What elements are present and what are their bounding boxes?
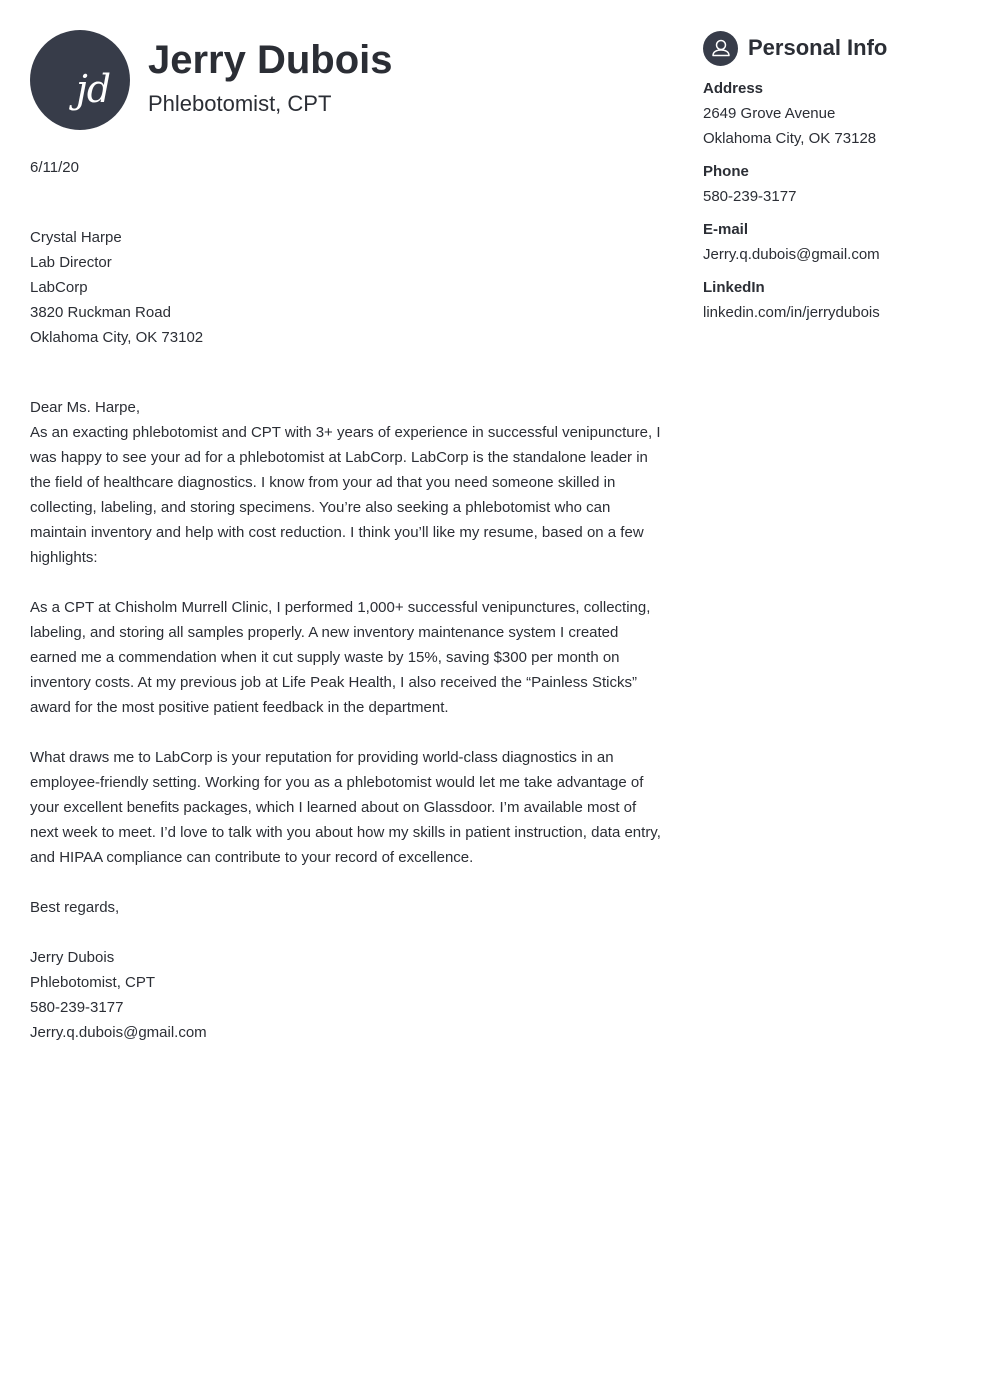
text-line: earned me a commendation when it cut supply waste by 15%, saving $300 per month on [30,649,620,666]
email-section [703,217,963,267]
applicant-name: Jerry Dubois [148,38,393,82]
address-line: 2649 Grove Avenue [703,105,836,122]
phone-value: 580-239-3177 [703,188,797,205]
personal-info-header [703,30,963,66]
text-line: collecting, labeling, and storing specimens. You’re also seeking a phlebotomist who can [30,499,611,516]
recipient-line: Oklahoma City, OK 73102 [30,329,204,346]
signature-line: 580-239-3177 [30,999,124,1016]
user-icon [703,31,738,66]
text-line: award for the most positive patient feedback in the department. [30,699,449,716]
linkedin-section [703,275,963,325]
text-line: What draws me to LabCorp is your reputation for providing world-class diagnostics in an [30,749,614,766]
text-line: your excellent benefits packages, which I learned about on Glassdoor. I’m available most of [30,799,637,816]
text-line: employee-friendly setting. Working for you as a phlebotomist would let me take advantage of [30,774,644,791]
text-line: As a CPT at Chisholm Murrell Clinic, I performed 1,000+ successful venipunctures, collecting, [30,599,651,616]
email-value: Jerry.q.dubois@gmail.com [703,246,880,263]
address-section [703,76,963,151]
greeting: Dear Ms. Harpe, [30,399,141,416]
text-line: and HIPAA compliance can contribute to your record of excellence. [30,849,474,866]
monogram-text: jd [76,67,111,111]
personal-info-sidebar [703,30,963,325]
text-line: the field of healthcare diagnostics. I know from your ad that you need someone skilled in [30,474,616,491]
recipient-line: Lab Director [30,254,112,271]
closing: Best regards, [30,899,120,916]
signature-line: Jerry Dubois [30,949,115,966]
address-label: Address [703,80,764,97]
recipient-block [30,225,670,350]
phone-section [703,159,963,209]
linkedin-label: LinkedIn [703,279,765,296]
recipient-line: LabCorp [30,279,88,296]
paragraph-3 [30,745,670,870]
text-line: inventory costs. At my previous job at Life Peak Health, I also received the “Painless Sticks” [30,674,637,691]
paragraph-2 [30,595,670,720]
letter-date: 6/11/20 [30,159,79,176]
phone-label: Phone [703,163,749,180]
linkedin-value: linkedin.com/in/jerrydubois [703,304,880,321]
applicant-title: Phlebotomist, CPT [148,91,332,116]
text-line: As an exacting phlebotomist and CPT with 3+ years of experience in successful venipuncture, I [30,424,661,441]
recipient-line: 3820 Ruckman Road [30,304,171,321]
letter-body [30,155,670,1045]
paragraph-1 [30,420,670,570]
text-line: highlights: [30,549,98,566]
email-label: E-mail [703,221,749,238]
signature-line: Phlebotomist, CPT [30,974,156,991]
text-line: was happy to see your ad for a phlebotomist at LabCorp. LabCorp is the standalone leader in [30,449,648,466]
monogram-avatar [30,30,130,130]
signature-line: Jerry.q.dubois@gmail.com [30,1024,207,1041]
recipient-line: Crystal Harpe [30,229,122,246]
signature-block [30,945,670,1045]
text-line: labeling, and storing all samples properly. A new inventory maintenance system I created [30,624,619,641]
address-line: Oklahoma City, OK 73128 [703,130,877,147]
text-line: next week to meet. I’d love to talk with you about how my skills in patient instruction, data entry, [30,824,661,841]
text-line: maintain inventory and help with cost reduction. I think you’ll like my resume, based on a few [30,524,644,541]
personal-info-heading: Personal Info [748,35,888,60]
